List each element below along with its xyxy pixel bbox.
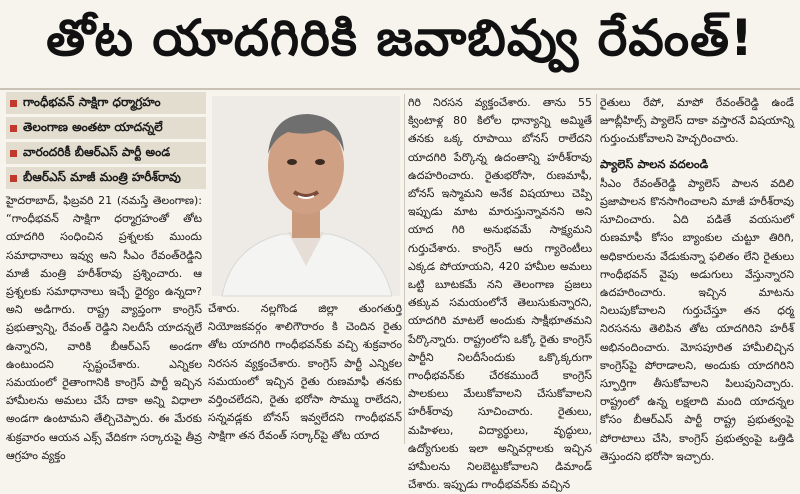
headline-rule: [0, 88, 800, 90]
bullet-square-icon: [10, 125, 17, 132]
column-divider: [404, 94, 405, 444]
bullet-item: [6, 142, 206, 164]
column-divider: [596, 94, 597, 444]
bullet-item: [6, 117, 206, 139]
bullet-text: వారందరికీ బీఆర్ఎస్ పార్టీ అండ: [23, 144, 171, 159]
section-subheading: ప్యాలెస్ పాలన వదలండి: [600, 156, 709, 171]
article-paragraph: రైతులు రేపో, మాపో రేవంత్‌రెడ్డి ఉండే జూబ్లీహిల్స్ ప్యాలెస్ దాకా వస్తారనే విషయాన్ని గుర్తుంచుకోవాలని హెచ్చరించారు.: [600, 96, 794, 146]
bullet-item: [6, 92, 206, 114]
article-column-4: [600, 94, 794, 463]
harish-rao-photo: [212, 96, 400, 296]
article-paragraph: హైదరాబాద్, ఫిబ్రవరి 21 (నమస్తే తెలంగాణ): “గాంధీభవన్ సాక్షిగా ధర్మాగ్రహంతో తోట యాదగిరి సంధించిన ప్రశ్నలకు ముందు సమాధానాలు ఇవ్వు అని సీఎం రేవంత్‌రెడ్డిని మాజీ మంత్రి హరీశ్‌రావు ప్రశ్నించారు. ఆ ప్రశ్నలకు సమాధానాలు ఇచ్చే ధైర్యం ఉన్నదా? అని అడిగారు. రాష్ట్ర వ్యాప్తంగా కాంగ్రెస్ ప్రభుత్వాన్ని, రేవంత్‌ రెడ్డిని నిలదీసే యాదన్నలే ఉన్నారని, వారికి బీఆర్ఎస్ అండగా ఉంటుందని స్పష్టంచేశారు. ఎన్నికల సమయంలో రైతాంగానికి కాంగ్రెస్ పార్టీ ఇచ్చిన హామీలను అమలు చేసే దాకా అన్ని విధాలా అండగా ఉంటామని తేల్చిచెప్పారు. ఈ మేరకు శుక్రవారం ఆయన ఎక్స్ వేదికగా సర్కారుపై తీవ్ర ఆగ్రహం వ్యక్తం: [6, 194, 202, 462]
bullet-text: గాంధీభవన్ సాక్షిగా ధర్మాగ్రహం: [23, 94, 161, 109]
bullet-text: బీఆర్ఎస్ మాజీ మంత్రి హరీశ్‌రావు: [23, 169, 181, 184]
headline: తోట యాదగిరికి జవాబివ్వు రేవంత్!: [46, 8, 754, 67]
article-paragraph: సీఎం రేవంత్‌రెడ్డి ప్యాలెస్ పాలన వదిలి ప్రజాపాలన కొనసాగించాలని మాజీ హరీశ్‌రావు సూచించారు. ఏది పడితే వయసులో రుణమాఫీ కోసం బ్యాంకుల చుట్టూ తిరిగి, అధికారులను వేడుకున్నా ఫలితం లేని రైతులు గాంధీభవన్ వైపు అడుగులు వేస్తున్నారని ఉదహరించారు. ఇచ్చిన మాటను నిలుపుకోవాలని గుర్తుచేస్తూ తన ధర్మ నిరసనను తెలిపిన తోట యాదగిరిని హరీశ్ అభినందించారు. మోసపూరిత హామీలిచ్చిన కాంగ్రెస్‌పై పోరాడాలని, అందుకు యాదగిరిని స్ఫూర్తిగా తీసుకోవాలని పిలుపునిచ్చారు. రాష్ట్రంలో ఉన్న లక్షలాది మంది యాదన్నల కోసం బీఆర్ఎస్ పార్టీ రాష్ట్ర ప్రభుత్వంపై పోరాటాలు చేసి, కాంగ్రెస్ ప్రభుత్వంపై ఒత్తిడి తెస్తుందని భరోసా ఇచ్చారు.: [600, 176, 794, 463]
bullet-square-icon: [10, 150, 17, 157]
article-column-3: [408, 94, 592, 492]
article-column-2: [208, 300, 402, 446]
article-paragraph: చేశారు. నల్లగొండ జిల్లా తుంగతుర్తి నియోజకవర్గం శాలిగౌరారం కి చెందిన రైతు తోట యాదగిరి గాంధీభవన్‌కు వచ్చి శుక్రవారం నిరసన వ్యక్తంచేశారు. కాంగ్రెస్ పార్టీ ఎన్నికల సమయంలో ఇచ్చిన రైతు రుణమాఫీ తనకు వర్తించలేదని, రైతు భరోసా సొమ్ము రాలేదని, సన్నవడ్లకు బోనస్ ఇవ్వలేదని గాంధీభవన్ సాక్షిగా తన రేవంత్ సర్కార్‌పై తోట యాద: [208, 302, 402, 443]
article-column-1: [6, 192, 202, 462]
bullet-text: తెలంగాణ అంతటా యాదన్నలే: [23, 119, 163, 134]
highlight-bullets: [6, 92, 206, 192]
portrait-illustration: [212, 96, 400, 296]
bullet-square-icon: [10, 100, 17, 107]
bullet-square-icon: [10, 175, 17, 182]
bullet-item: [6, 167, 206, 189]
article-paragraph: గిరి నిరసన వ్యక్తంచేశారు. తాను 55 క్వింటాళ్ల 80 కిలోల ధాన్యాన్ని అమ్మితే తనకు ఒక్క రూపాయి బోనస్ రాలేదని యాదగిరి పేర్కొన్న ఉదంతాన్ని హరీశ్‌రావు ఉదహరించారు. రైతుభరోసా, రుణమాఫీ, బోనస్ ఇస్మామని అనేక విషయాలు చెప్పి ఇప్పుడు మాట మారుస్తున్నావనని అని యాద గిరి అనుభవమే సాక్ష్యమని గుర్తుచేశారు. కాంగ్రెస్ ఆరు గ్యారెంటీలు ఎక్కడ పోయాయని, 420 హామీల అమలు ఒట్టి బూటకమే నని తెలంగాణ ప్రజలు తక్కువ సమయంలోనే తెలుసుకున్నారని, యాదగిరి మాటలే అందుకు సాక్షీభూతమని పేర్కొన్నారు. రాష్ట్రంలోని ఒక్కో రైతు కాంగ్రెస్ పార్టీని నిలదీసేందుకు ఒక్కొక్కరుగా గాంధీభవన్‌కు చేరకముందే కాంగ్రెస్ పాలకులు మేలుకోవాలని చేసుకోవాలని హరీశ్‌రావు సూచించారు. రైతులు, మహిళలు, విద్యార్థులు, వృద్ధులు, ఉద్యోగులకు ఇలా అన్నివర్గాలకు ఇచ్చిన హామీలను నిలబెట్టుకోవాలని డిమాండ్ చేశారు. ఇప్పుడు గాంధీభవన్‌కు వచ్చిన: [408, 96, 592, 492]
